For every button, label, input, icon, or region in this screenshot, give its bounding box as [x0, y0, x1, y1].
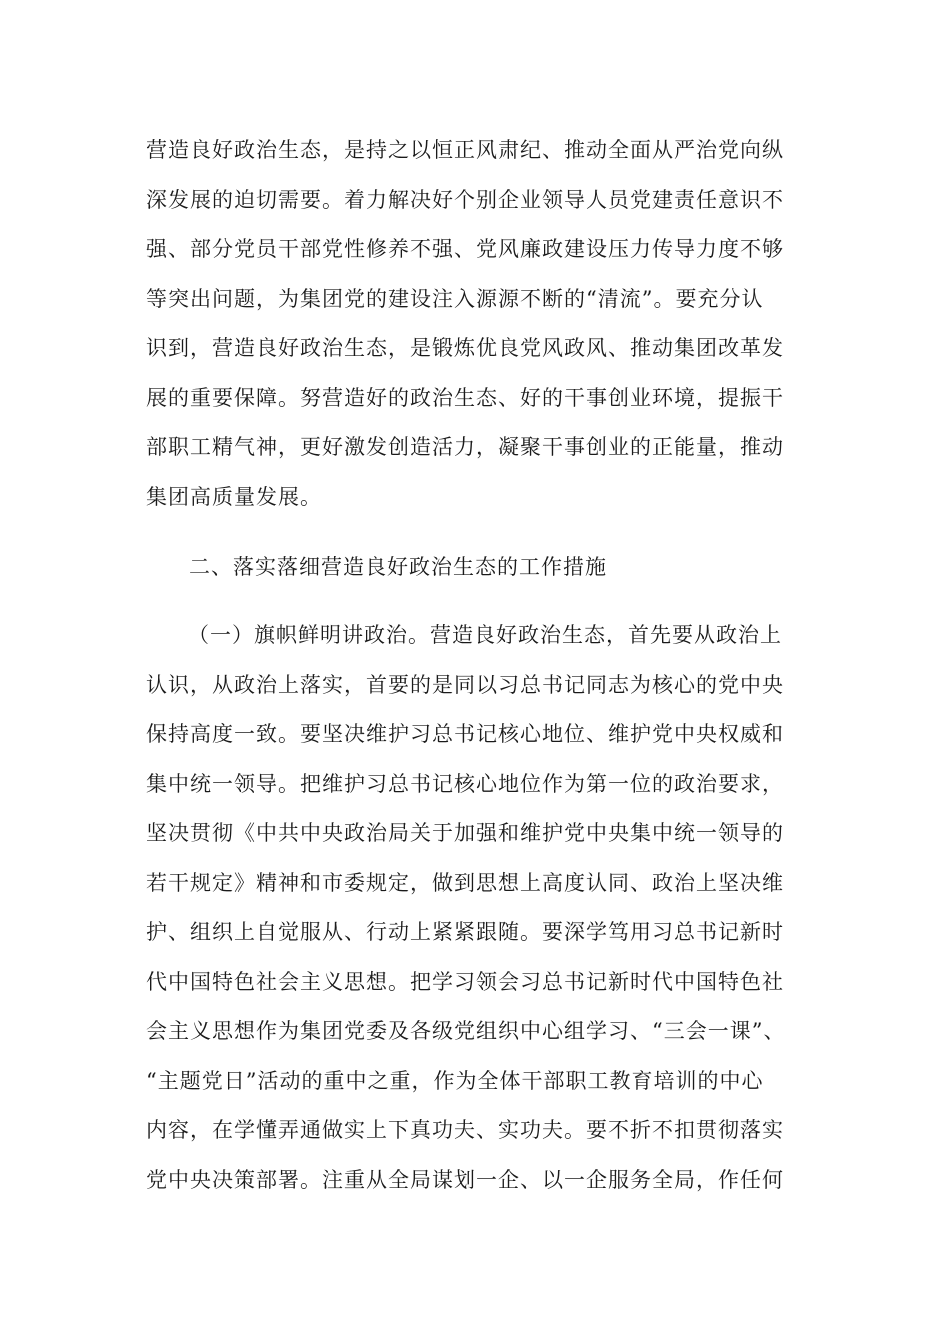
paragraph-line: 保持高度一致。要坚决维护习总书记核心地位、维护党中央权威和 [146, 722, 784, 746]
paragraph-line: 等突出问题，为集团党的建设注入源源不断的“清流”。要充分认 [146, 286, 764, 311]
paragraph-line: 代中国特色社会主义思想。把学习领会习总书记新时代中国特色社 [146, 969, 784, 994]
paragraph-line: 强、部分党员干部党性修养不强、党风廉政建设压力传导力度不够 [146, 237, 784, 261]
paragraph-line: 营造良好政治生态，是持之以恒正风肃纪、推动全面从严治党向纵 [146, 138, 784, 162]
paragraph-line: （一）旗帜鲜明讲政治。营造良好政治生态，首先要从政治上 [188, 623, 782, 647]
paragraph-line: 识到，营造良好政治生态，是锻炼优良党风政风、推动集团改革发 [146, 336, 784, 360]
paragraph-line: 展的重要保障。努营造好的政治生态、好的干事创业环境，提振干 [146, 385, 784, 410]
paragraph-line: 深发展的迫切需要。着力解决好个别企业领导人员党建责任意识不 [146, 187, 784, 212]
section-heading-block [146, 543, 806, 593]
paragraph-line: 会主义思想作为集团党委及各级党组织中心组学习、“三会一课”、 [146, 1019, 786, 1043]
paragraph-line: 内容，在学懂弄通做实上下真功夫、实功夫。要不折不扣贯彻落实 [146, 1118, 784, 1142]
section-heading: 二、落实落细营造良好政治生态的工作措施 [189, 555, 607, 579]
paragraph-line: 认识，从政治上落实，首要的是同以习总书记同志为核心的党中央 [146, 672, 784, 697]
paragraph-line: 集中统一领导。把维护习总书记核心地位作为第一位的政治要求， [146, 771, 784, 796]
paragraph-talk-politics [146, 611, 806, 1205]
paragraph-line: 护、组织上自觉服从、行动上紧紧跟随。要深学笃用习总书记新时 [146, 920, 784, 944]
paragraph-line: 集团高质量发展。 [146, 484, 322, 509]
paragraph-line: 坚决贯彻《中共中央政治局关于加强和维护党中央集中统一领导的 [146, 821, 784, 845]
paragraph-line: 部职工精气神，更好激发创造活力，凝聚干事创业的正能量，推动 [146, 435, 784, 459]
paragraph-line: 党中央决策部署。注重从全局谋划一企、以一企服务全局，作任何 [146, 1167, 784, 1192]
paragraph-line: “主题党日”活动的重中之重，作为全体干部职工教育培训的中心 [146, 1068, 764, 1093]
paragraph-line: 若干规定》精神和市委规定，做到思想上高度认同、政治上坚决维 [146, 870, 784, 895]
paragraph-political-ecology [146, 126, 806, 522]
